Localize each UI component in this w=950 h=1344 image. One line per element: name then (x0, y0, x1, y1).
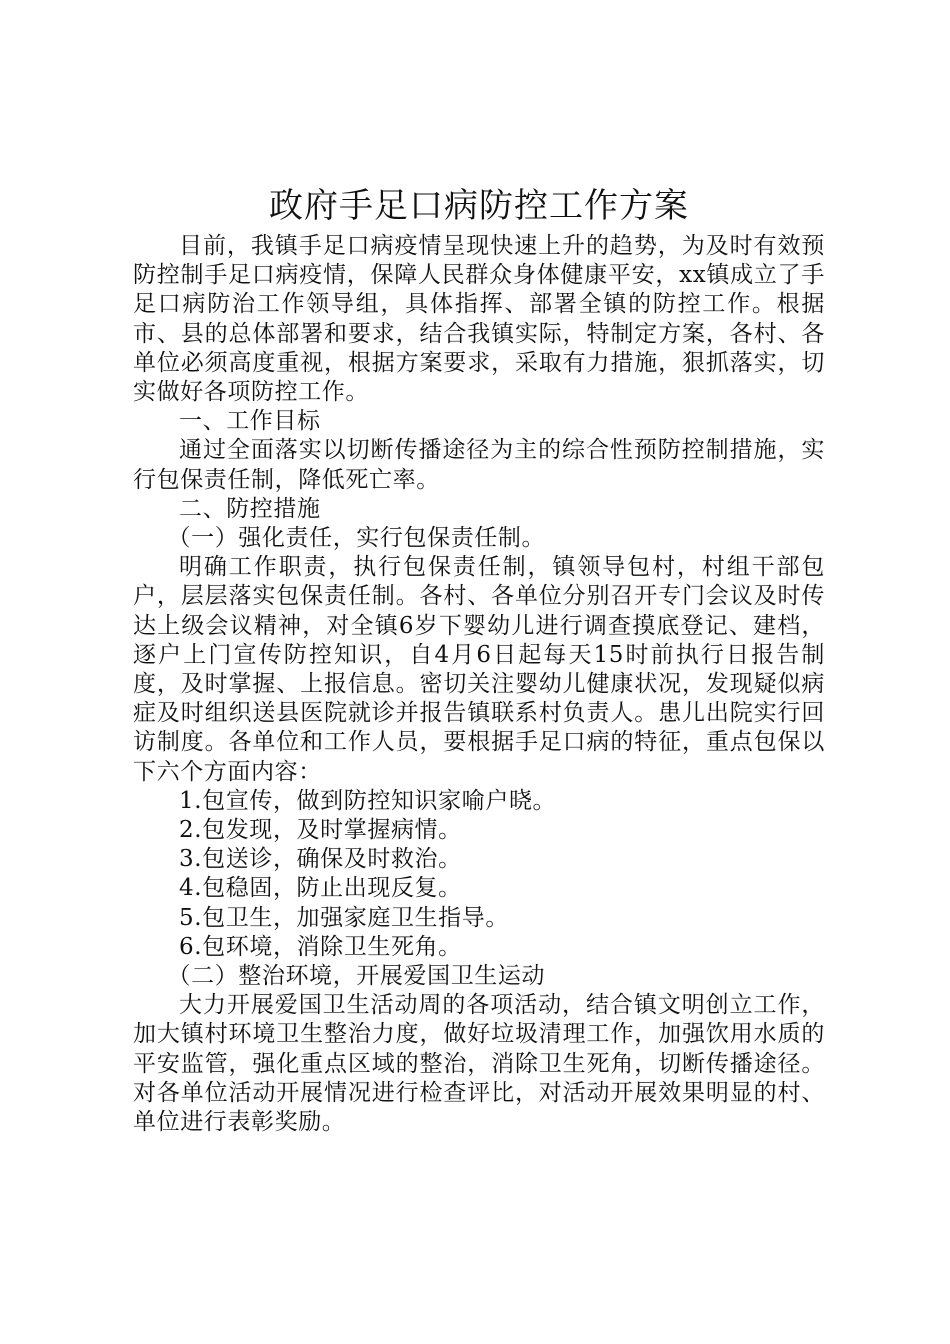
subsection-heading-responsibility: （一）强化责任，实行包保责任制。 (167, 525, 546, 552)
environment-paragraph: 大力开展爱国卫生活动周的各项活动，结合镇文明创立工作，加大镇村环境卫生整治力度，做好垃圾清理工作，加强饮用水质的平安监管，强化重点区域的整治，消除卫生死角，切断传播途径。对各单位活动开展情况进行检查评比，对活动开展效果明显的村、单位进行表彰奖励。 (133, 992, 825, 1136)
list-item: 5.包卫生，加强家庭卫生指导。 (179, 904, 509, 931)
list-item: 1.包宣传，做到防控知识家喻户晓。 (179, 787, 557, 814)
list-item: 2.包发现，及时掌握病情。 (179, 817, 462, 844)
subsection-heading-environment: （二）整治环境，开展爱国卫生运动 (167, 963, 546, 990)
document-page (133, 186, 825, 1137)
goals-paragraph: 通过全面落实以切断传播途径为主的综合性预防控制措施，实行包保责任制，降低死亡率。 (133, 437, 825, 493)
list-item: 4.包稳固，防止出现反复。 (179, 875, 462, 902)
section-heading-measures: 二、防控措施 (179, 495, 321, 522)
document-title: 政府手足口病防控工作方案 (269, 186, 689, 226)
responsibility-list (133, 787, 825, 962)
section-heading-goals: 一、工作目标 (179, 408, 321, 435)
responsibility-paragraph: 明确工作职责，执行包保责任制，镇领导包村，村组干部包户，层层落实包保责任制。各村、各单位分别召开专门会议及时传达上级会议精神，对全镇6岁下婴幼儿进行调查摸底登记、建档，逐户上门宣传防控知识，自4月6日起每天15时前执行日报告制度，及时掌握、上报信息。密切关注婴幼儿健康状况，发现疑似病症及时组织送县医院就诊并报告镇联系村负责人。患儿出院实行回访制度。各单位和工作人员，要根据手足口病的特征，重点包保以下六个方面内容： (133, 554, 825, 785)
list-item: 3.包送诊，确保及时救治。 (179, 846, 462, 873)
list-item: 6.包环境，消除卫生死角。 (179, 933, 462, 960)
intro-paragraph: 目前，我镇手足口病疫情呈现快速上升的趋势，为及时有效预防控制手足口病疫情，保障人民群众身体健康平安，xx镇成立了手足口病防治工作领导组，具体指挥、部署全镇的防控工作。根据市、县的总体部署和要求，结合我镇实际，特制定方案，各村、各单位必须高度重视，根据方案要求，采取有力措施，狠抓落实，切实做好各项防控工作。 (133, 233, 825, 406)
